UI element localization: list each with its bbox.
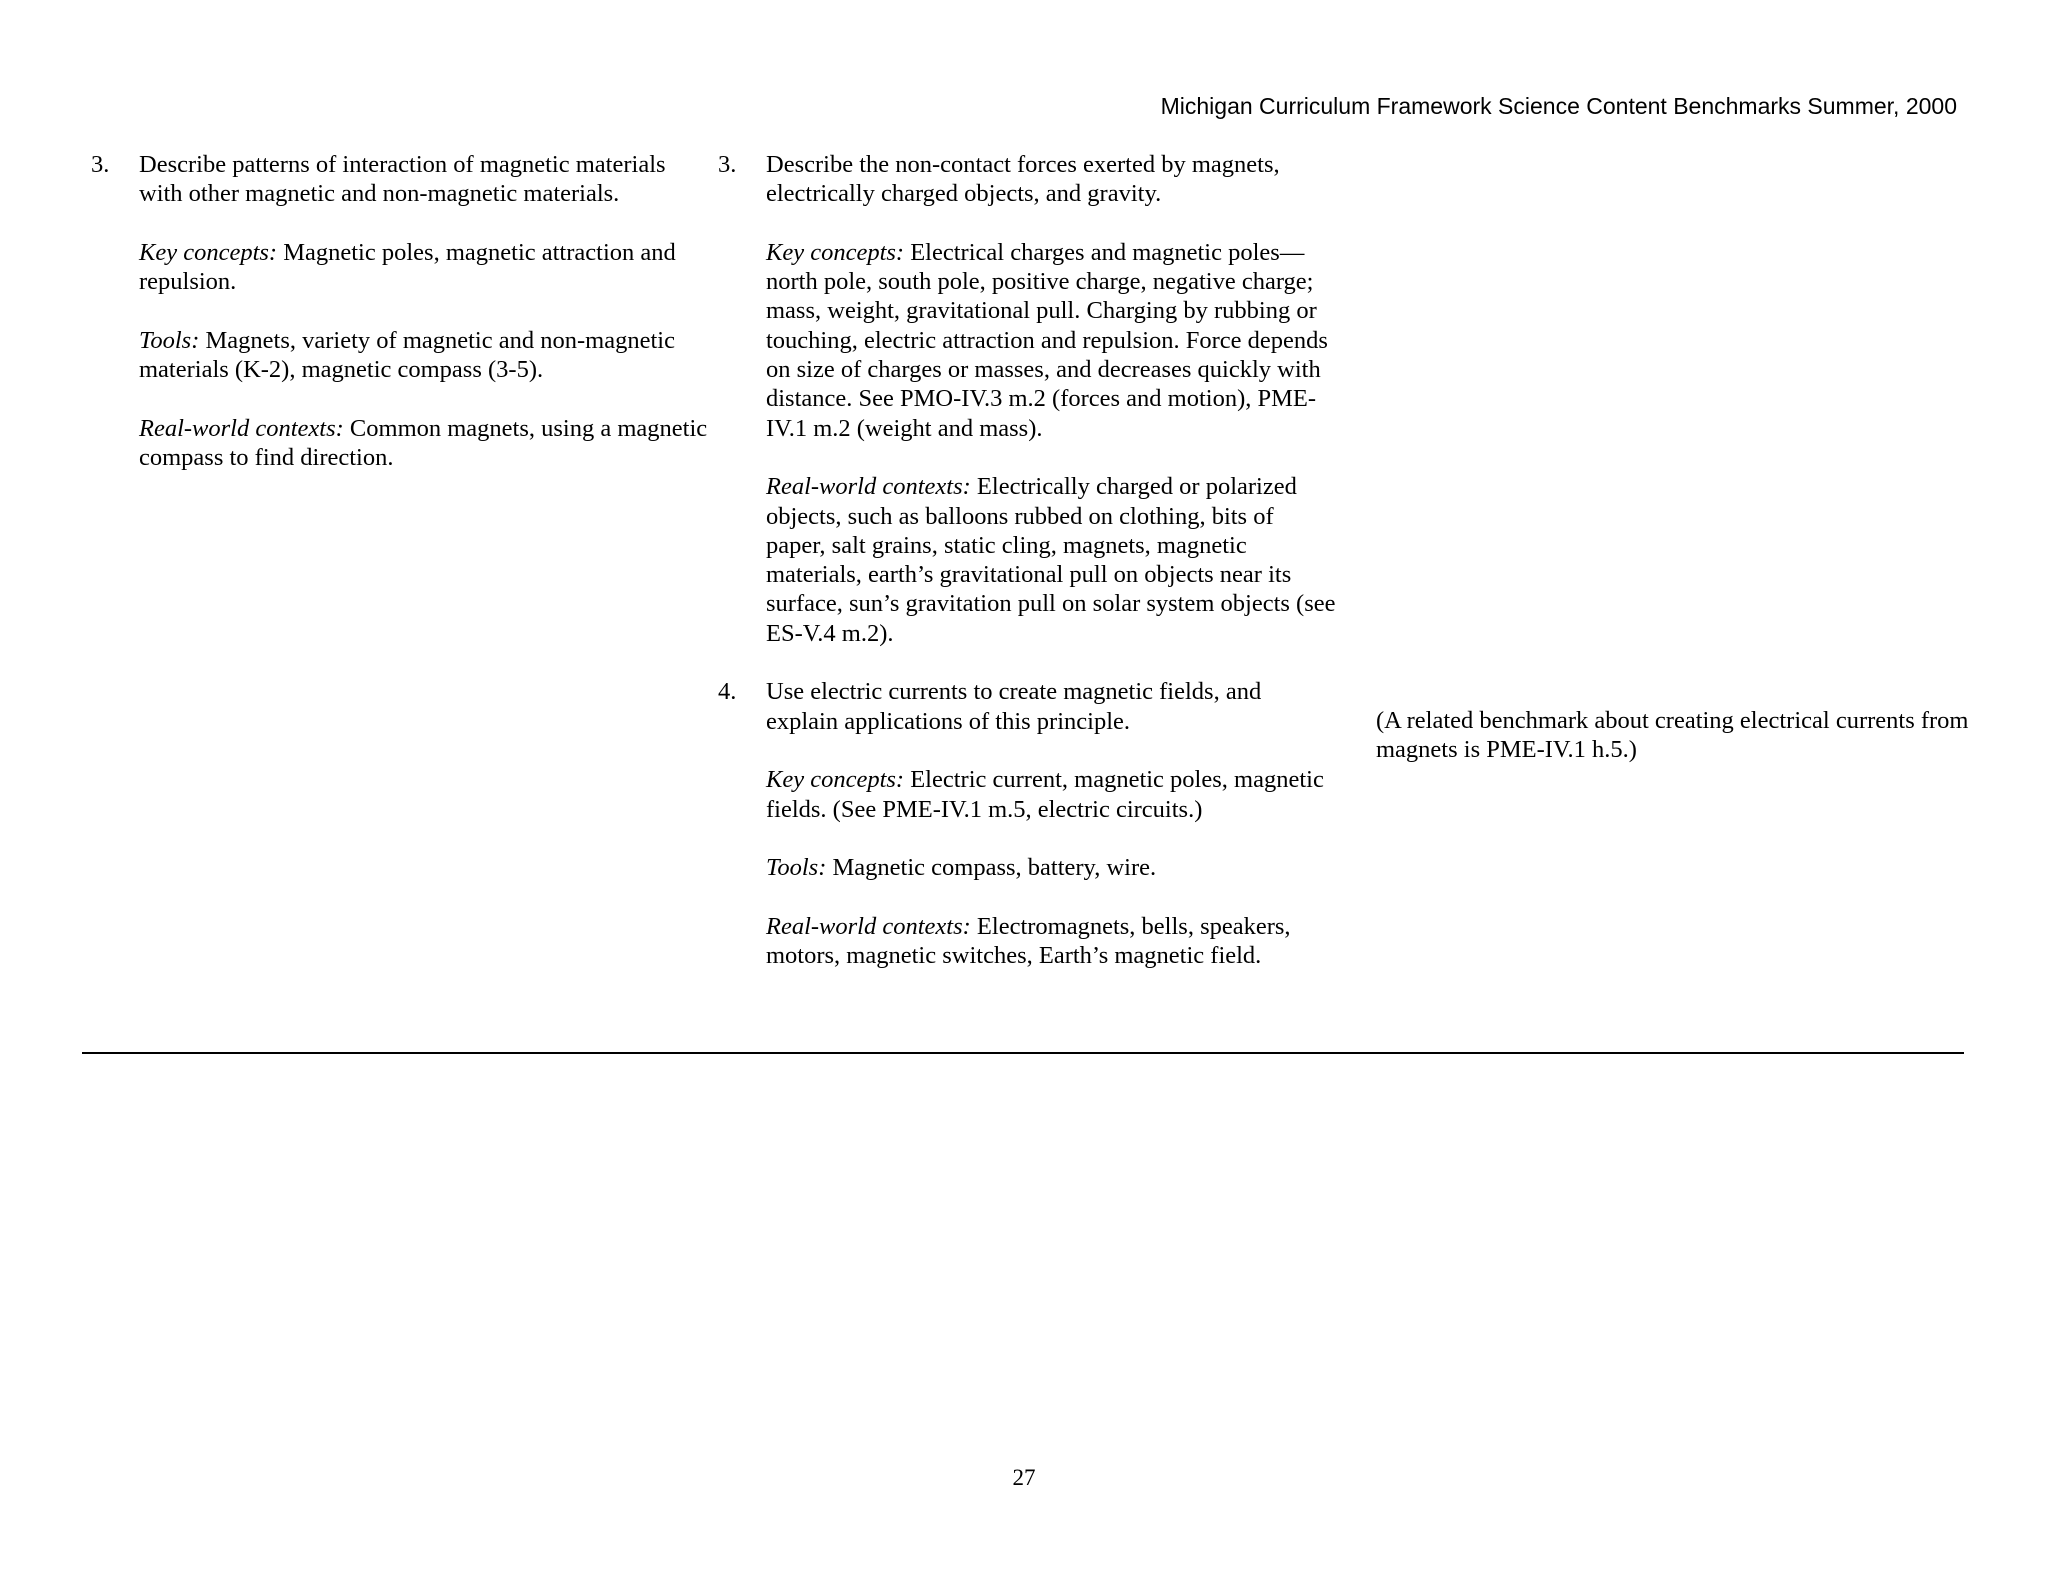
real-world-contexts	[139, 414, 711, 473]
benchmark-item	[718, 677, 1338, 970]
tools-label: Tools:	[139, 326, 200, 354]
benchmark-number: 3.	[718, 151, 737, 178]
section-divider	[82, 1052, 1964, 1054]
benchmark-statement: Use electric currents to create magnetic fields, and explain applications of this principle.	[766, 678, 1262, 735]
key-concepts-label: Key concepts:	[139, 238, 278, 266]
contexts-label: Real-world contexts:	[766, 912, 971, 940]
key-concepts	[766, 238, 1338, 443]
tools	[766, 853, 1338, 882]
key-concepts-text: Magnetic poles, magnetic attraction and repulsion.	[139, 238, 676, 296]
benchmark-number: 4.	[718, 678, 737, 706]
benchmark-number: 3.	[91, 151, 110, 178]
contexts-text: Common magnets, using a magnetic compass to find direction.	[139, 414, 708, 471]
tools-label: Tools:	[766, 854, 827, 882]
contexts-text: Electrically charged or polarized objects, such as balloons rubbed on clothing, bits of paper, salt grains, static cling, magnets, magnetic materials, earth’s gravitational pull on objects near its surface, sun’s gravitation pull on solar system objects (see ES-V.4 m.2).	[766, 473, 1336, 647]
tools-text: Magnets, variety of magnetic and non-magnetic materials (K-2), magnetic compass (3-5).	[139, 326, 675, 384]
key-concepts	[766, 765, 1338, 824]
document-header: Michigan Curriculum Framework Science Content Benchmarks Summer, 2000	[1160, 93, 1957, 119]
middle-column	[718, 150, 1338, 970]
real-world-contexts	[766, 912, 1338, 971]
contexts-text: Electromagnets, bells, speakers, motors, magnetic switches, Earth’s magnetic field.	[766, 912, 1291, 970]
real-world-contexts	[766, 472, 1338, 648]
benchmark-statement: Describe the non-contact forces exerted by magnets, electrically charged objects, and gravity.	[766, 151, 1280, 208]
benchmark-item	[718, 150, 1338, 648]
benchmark-item	[91, 150, 711, 472]
right-column	[1376, 150, 2016, 765]
key-concepts	[139, 238, 711, 297]
key-concepts-text: Electric current, magnetic poles, magnetic fields. (See PME-IV.1 m.5, electric circuits.)	[766, 766, 1324, 823]
left-column	[91, 150, 711, 472]
key-concepts-text: Electrical charges and magnetic poles—north pole, south pole, positive charge, negative charge; mass, weight, gravitational pull. Charging by rubbing or touching, electric attraction and repulsion. Force depends on size of charges or masses, and decreases quickly with distance. See PMO-IV.3 m.2 (forces and motion), PME-IV.1 m.2 (weight and mass).	[766, 238, 1328, 442]
key-concepts-label: Key concepts:	[766, 766, 905, 794]
related-benchmark-note: (A related benchmark about creating electrical currents from magnets is PME-IV.1 h.5.)	[1376, 707, 1969, 764]
benchmark-statement: Describe patterns of interaction of magnetic materials with other magnetic and non-magnetic materials.	[139, 151, 666, 208]
contexts-label: Real-world contexts:	[139, 414, 344, 442]
key-concepts-label: Key concepts:	[766, 238, 905, 266]
tools-text: Magnetic compass, battery, wire.	[826, 854, 1157, 882]
page-number: 27	[1012, 1465, 1036, 1490]
tools	[139, 326, 711, 385]
contexts-label: Real-world contexts:	[766, 473, 971, 501]
